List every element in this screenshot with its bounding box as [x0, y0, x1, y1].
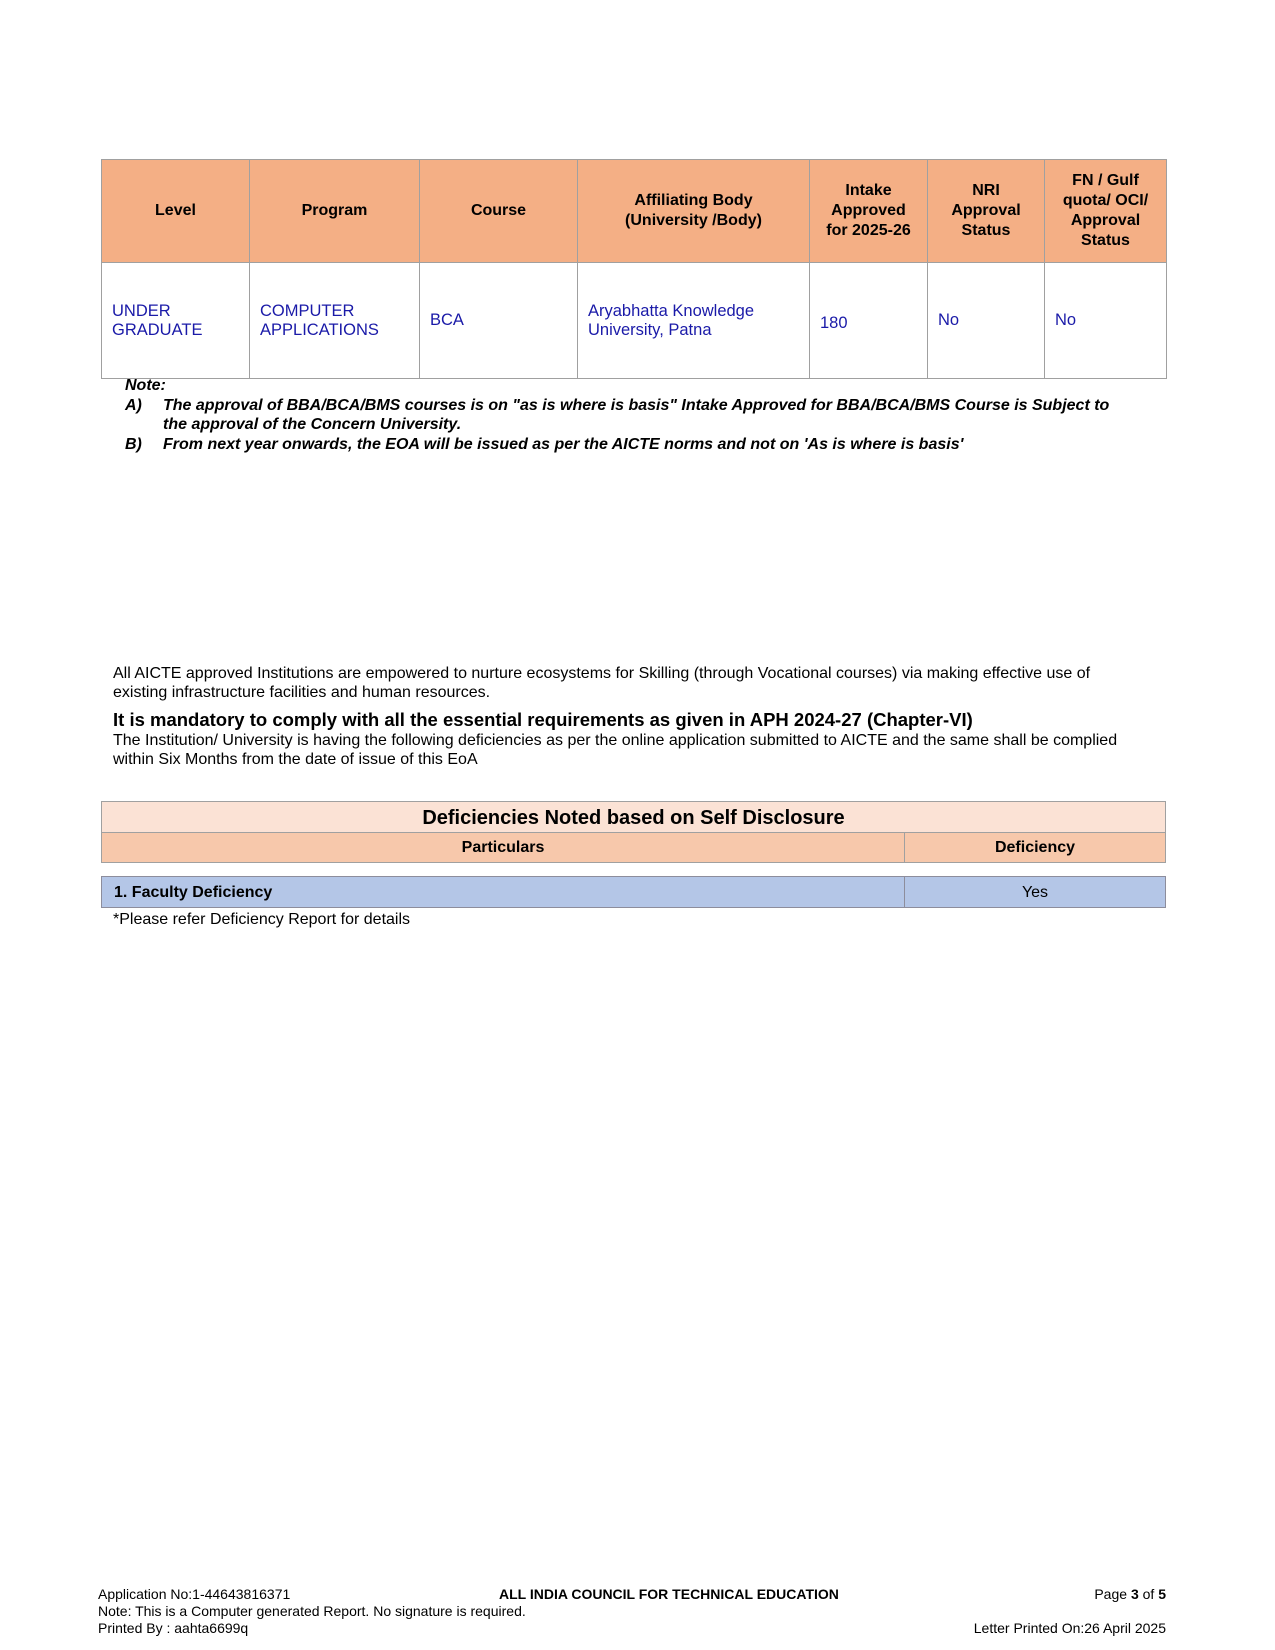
header-intake: [810, 160, 928, 263]
cell-fn-gulf: No: [1045, 263, 1167, 379]
header-fn-line3: Approval: [1070, 212, 1141, 229]
cell-program-line1: COMPUTER: [260, 301, 355, 320]
header-level: Level: [102, 160, 250, 263]
footer-note: Note: This is a Computer generated Report. No signature is required.: [98, 1603, 526, 1619]
cell-affiliating-line1: Aryabhatta Knowledge: [588, 301, 755, 320]
table-row: [102, 263, 1167, 379]
header-nri: [928, 160, 1045, 263]
deficiency-line1: The Institution/ University is having the following deficiencies as per the online application submitted to AICTE and the same shall be complied: [113, 732, 1118, 749]
footer-org: ALL INDIA COUNCIL FOR TECHNICAL EDUCATION: [499, 1586, 839, 1602]
deficiency-table-header: [101, 833, 1166, 863]
note-a-marker: A): [125, 397, 142, 414]
cell-program: [250, 263, 420, 379]
table-row: [101, 876, 1166, 908]
note-a-line1: The approval of BBA/BCA/BMS courses is on "as is where is basis" Intake Approved for BBA/BCA/BMS Course is Subject to: [163, 397, 1110, 414]
page-of: of: [1138, 1586, 1159, 1602]
note-title: Note:: [125, 377, 166, 394]
page-current: 3: [1130, 1586, 1139, 1602]
page-label: Page: [1094, 1586, 1131, 1602]
note-a-line2: the approval of the Concern University.: [163, 416, 462, 433]
course-table: [101, 159, 1167, 379]
header-intake-line2: Approved: [831, 202, 906, 219]
cell-intake: 180: [810, 263, 928, 379]
header-nri-line2: Approval: [951, 202, 1021, 219]
footer-page-number: [1094, 1586, 1166, 1603]
skilling-line1: All AICTE approved Institutions are empowered to nurture ecosystems for Skilling (through Vocational courses) via making effective use of: [113, 665, 1091, 682]
header-particulars: Particulars: [102, 833, 905, 862]
mandatory-heading: It is mandatory to comply with all the essential requirements as given in APH 2024-27 (Chapter-VI): [113, 709, 973, 730]
cell-program-line2: APPLICATIONS: [260, 320, 379, 339]
cell-course: BCA: [420, 263, 578, 379]
cell-level-line1: UNDER: [112, 301, 171, 320]
footer-application-no: Application No:1-44643816371: [98, 1586, 291, 1602]
header-intake-line3: for 2025-26: [826, 222, 911, 239]
cell-nri: No: [928, 263, 1045, 379]
deficiency-line2: within Six Months from the date of issue of this EoA: [113, 751, 478, 768]
header-fn-gulf: [1045, 160, 1167, 263]
cell-affiliating-body: [578, 263, 810, 379]
header-fn-line2: quota/ OCI/: [1062, 192, 1149, 209]
header-nri-line3: Status: [961, 222, 1011, 239]
note-a-text: [163, 396, 1173, 434]
note-b-marker: B): [125, 436, 142, 453]
header-course: Course: [420, 160, 578, 263]
deficiency-table-title: Deficiencies Noted based on Self Disclosure: [101, 801, 1166, 833]
row-deficiency: Yes: [1021, 884, 1049, 901]
deficiency-paragraph: [113, 731, 1173, 769]
course-table-header: [102, 160, 1167, 263]
cell-level-line2: GRADUATE: [112, 320, 203, 339]
header-fn-line4: Status: [1081, 232, 1130, 249]
header-intake-line1: Intake: [845, 182, 892, 199]
header-fn-line1: FN / Gulf: [1072, 172, 1139, 189]
header-nri-line1: NRI: [972, 182, 1000, 199]
skilling-paragraph: [113, 664, 1173, 702]
footer-printed-on: Letter Printed On:26 April 2025: [973, 1620, 1166, 1636]
header-affiliating-body: [578, 160, 810, 263]
row-particular: 1. Faculty Deficiency: [102, 877, 905, 907]
deficiency-footnote: *Please refer Deficiency Report for details: [113, 911, 411, 928]
header-deficiency: Deficiency: [994, 839, 1076, 856]
skilling-line2: existing infrastructure facilities and human resources.: [113, 684, 491, 701]
cell-affiliating-line2: University, Patna: [588, 320, 712, 339]
cell-level: [102, 263, 250, 379]
header-affiliating-line1: Affiliating Body: [634, 192, 753, 209]
note-b-text: From next year onwards, the EOA will be issued as per the AICTE norms and not on 'As is where is basis': [163, 436, 964, 453]
footer-printed-by: Printed By : aahta6699q: [98, 1620, 249, 1636]
header-program: Program: [250, 160, 420, 263]
page-total: 5: [1158, 1586, 1166, 1602]
header-affiliating-line2: (University /Body): [625, 212, 762, 229]
